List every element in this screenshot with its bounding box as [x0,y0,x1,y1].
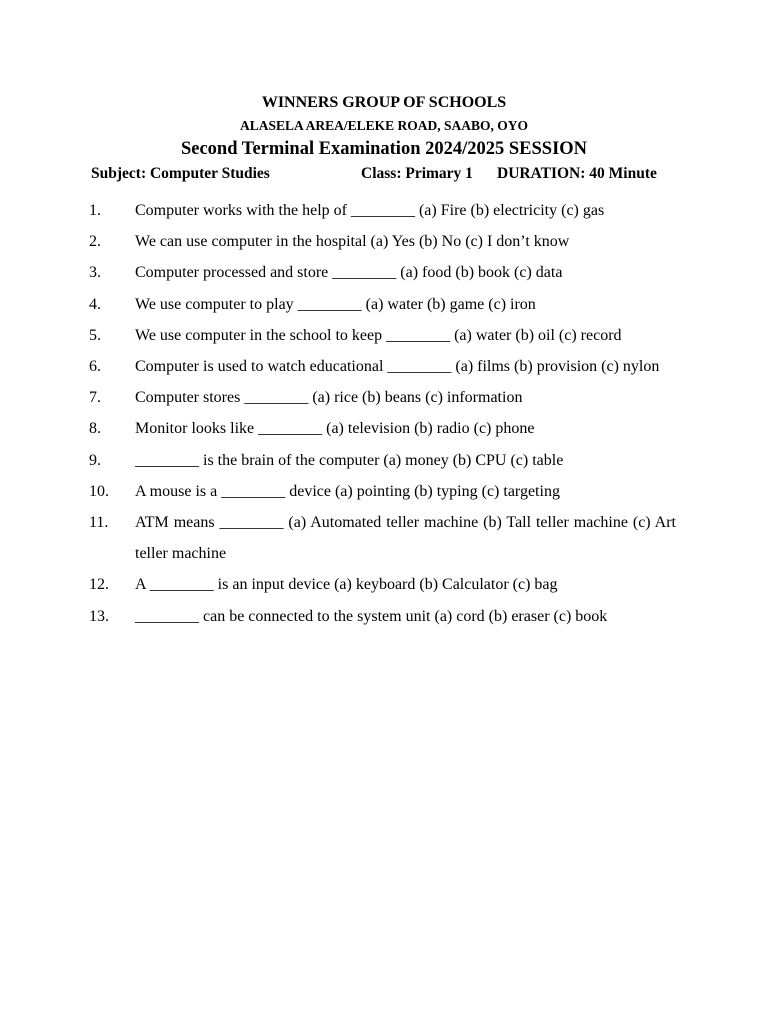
question-item [0,226,768,257]
question-number: 10. [89,482,109,500]
question-list [0,195,768,632]
question-item [0,445,768,476]
question-item [0,289,768,320]
question-number: 13. [89,607,109,625]
question-text: A ________ is an input device (a) keyboard (b) Calculator (c) bag [135,576,558,594]
question-text: ________ can be connected to the system unit (a) cord (b) eraser (c) book [135,607,608,625]
question-number: 7. [89,389,101,407]
duration-label: DURATION: 40 Minute [497,165,657,182]
question-item [0,195,768,226]
question-text: Monitor looks like ________ (a) television (b) radio (c) phone [135,420,535,438]
question-item [0,413,768,444]
question-number: 4. [89,295,101,313]
question-number: 5. [89,326,101,344]
question-item [0,382,768,413]
question-item [0,601,768,632]
school-name: WINNERS GROUP OF SCHOOLS [261,94,507,111]
exam-title: Second Terminal Examination 2024/2025 SESSION [180,139,588,159]
question-text: We use computer to play ________ (a) water (b) game (c) iron [135,295,536,313]
question-text: ________ is the brain of the computer (a) money (b) CPU (c) table [135,451,564,469]
question-number: 2. [89,233,101,251]
subject-label: Subject: Computer Studies [91,165,270,182]
school-address: ALASELA AREA/ELEKE ROAD, SAABO, OYO [239,118,529,133]
question-item [0,351,768,382]
question-item [0,569,768,600]
question-text: Computer works with the help of ________ (a) Fire (b) electricity (c) gas [135,202,605,219]
question-text: Computer processed and store ________ (a) food (b) book (c) data [135,264,563,282]
question-item [0,507,768,569]
question-text: We can use computer in the hospital (a) Yes (b) No (c) I don’t know [135,233,570,251]
question-item [0,320,768,351]
question-text: Computer stores ________ (a) rice (b) beans (c) information [135,389,523,407]
question-number: 8. [89,420,101,438]
question-number: 3. [89,264,101,282]
question-item [0,257,768,288]
question-text: We use computer in the school to keep ________ (a) water (b) oil (c) record [135,326,622,344]
question-number: 12. [89,576,109,594]
question-text: ATM means ________ (a) Automated teller machine (b) Tall teller machine (c) Art teller machine [135,514,676,563]
question-item [0,476,768,507]
class-label: Class: Primary 1 [361,165,473,182]
question-number: 11. [89,514,109,532]
question-number: 6. [89,358,101,376]
question-number: 1. [89,202,101,219]
question-text: Computer is used to watch educational ________ (a) films (b) provision (c) nylon [135,358,660,376]
exam-info-row [91,164,691,184]
question-text: A mouse is a ________ device (a) pointing (b) typing (c) targeting [135,482,560,500]
question-number: 9. [89,451,101,469]
